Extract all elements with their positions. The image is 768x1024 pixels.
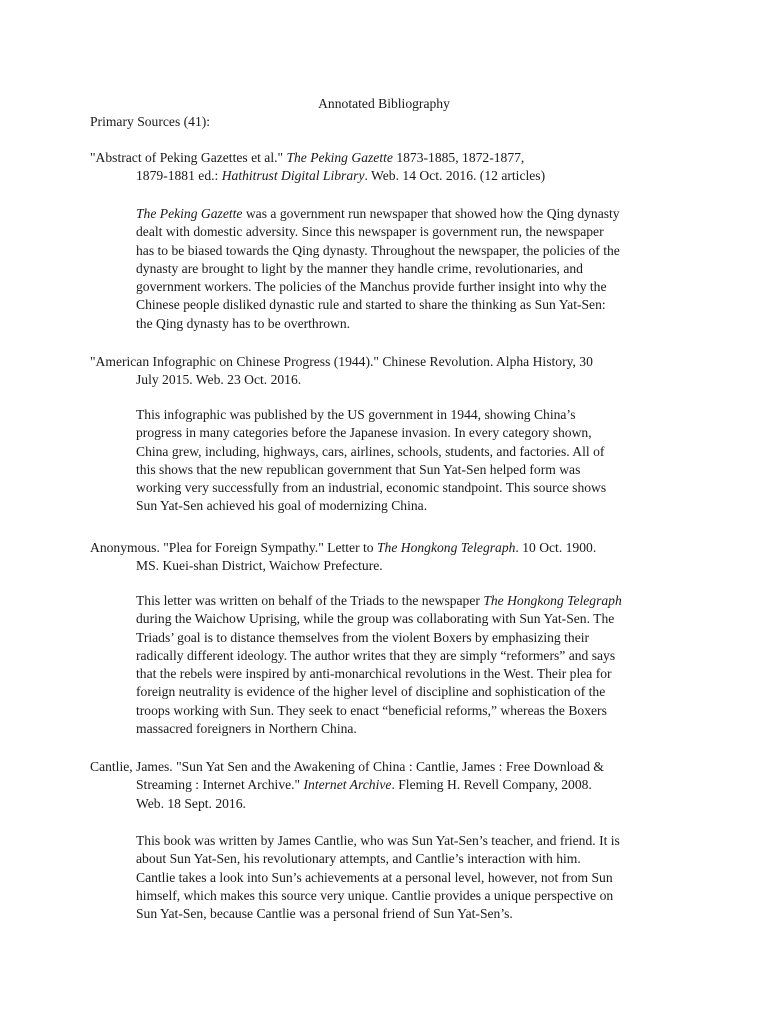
- text-line: [136, 242, 696, 260]
- text-run: massacred foreigners in Northern China.: [136, 721, 357, 737]
- text-run: Anonymous. "Plea for Foreign Sympathy." Letter to: [90, 540, 377, 555]
- citation-plea-foreign-sympathy: [90, 539, 690, 576]
- text-line: [90, 353, 690, 371]
- text-line: [90, 557, 690, 575]
- text-run: dynasty are brought to light by the manner they handle crime, revolutionaries, and: [136, 260, 583, 276]
- text-run: . 10 Oct. 1900.: [515, 540, 597, 555]
- text-line: [136, 479, 696, 497]
- page-title: Annotated Bibliography: [318, 96, 450, 111]
- text-run: working very successfully from an industrial, economic standpoint. This source shows: [136, 480, 607, 496]
- text-line: [136, 869, 696, 887]
- text-run: dealt with domestic adversity. Since this newspaper is government run, the newspaper: [136, 224, 604, 240]
- text-run: that the rebels were inspired by anti-monarchical revolutions in the West. Their plea for: [136, 666, 612, 682]
- text-line: [90, 149, 690, 167]
- annotation-cantlie-sun-yat-sen: [136, 832, 696, 923]
- text-run: This book was written by James Cantlie, who was Sun Yat-Sen’s teacher, and friend. It is: [136, 833, 620, 848]
- text-line: [136, 905, 696, 923]
- italic-title: Internet Archive: [303, 777, 392, 793]
- text-line: [136, 592, 696, 610]
- text-run: has to be biased towards the Qing dynasty. Throughout the newspaper, the policies of the: [136, 242, 620, 258]
- annotation-plea-foreign-sympathy: [136, 592, 696, 738]
- text-line: [136, 850, 696, 868]
- text-line: [136, 683, 696, 701]
- text-run: this shows that the new republican government that Sun Yat-Sen helped form was: [136, 461, 581, 477]
- text-line: [90, 795, 690, 813]
- text-run: Chinese people disliked dynastic rule and started to share the thinking as Sun Yat-Sen:: [136, 297, 606, 313]
- text-line: [90, 776, 690, 794]
- text-run: the Qing dynasty has to be overthrown.: [136, 315, 351, 331]
- citation-american-infographic: [90, 353, 690, 390]
- text-run: This infographic was published by the US government in 1944, showing China’s: [136, 407, 576, 422]
- text-run: himself, which makes this source very unique. Cantlie provides a unique perspective on: [136, 887, 614, 903]
- text-run: Triads’ goal is to distance themselves from the violent Boxers by emphasizing their: [136, 629, 590, 645]
- citation-peking-gazette: [90, 149, 690, 186]
- text-line: [136, 461, 696, 479]
- text-run: This letter was written on behalf of the Triads to the newspaper: [136, 593, 484, 608]
- text-line: [136, 223, 696, 241]
- text-line: [136, 720, 696, 738]
- text-line: [136, 424, 696, 442]
- text-line: [90, 758, 690, 776]
- text-line: [136, 497, 696, 515]
- text-line: [136, 702, 696, 720]
- section-heading: Primary Sources (41):: [90, 114, 211, 129]
- text-run: Sun Yat-Sen achieved his goal of modernizing China.: [136, 498, 428, 514]
- text-line: [136, 315, 696, 333]
- text-run: foreign neutrality is evidence of the higher level of discipline and sophistication of the: [136, 684, 606, 700]
- annotation-peking-gazette: [136, 205, 696, 333]
- text-run: troops working with Sun. They seek to enact “beneficial reforms,” whereas the Boxers: [136, 702, 607, 718]
- text-line: [136, 406, 696, 424]
- text-line: [136, 887, 696, 905]
- text-line: [136, 443, 696, 461]
- text-run: 1879-1881 ed.:: [136, 168, 222, 184]
- text-run: radically different ideology. The author writes that they are simply “reformers” and says: [136, 647, 616, 663]
- text-line: [136, 610, 696, 628]
- text-line: [90, 167, 690, 185]
- text-run: July 2015. Web. 23 Oct. 2016.: [136, 372, 302, 388]
- text-line: [136, 647, 696, 665]
- italic-title: The Hongkong Telegraph: [376, 540, 516, 555]
- text-line: [136, 665, 696, 683]
- text-run: Web. 18 Sept. 2016.: [136, 795, 246, 811]
- text-run: . Web. 14 Oct. 2016. (12 articles): [364, 168, 546, 184]
- text-run: . Fleming H. Revell Company, 2008.: [391, 777, 592, 793]
- text-run: Streaming : Internet Archive.": [136, 777, 304, 793]
- citation-cantlie-sun-yat-sen: [90, 758, 690, 813]
- text-line: [90, 539, 690, 557]
- text-run: Cantlie takes a look into Sun’s achievements at a personal level, however, not from Sun: [136, 869, 613, 885]
- italic-title: The Peking Gazette: [136, 206, 243, 221]
- text-run: Sun Yat-Sen, because Cantlie was a personal friend of Sun Yat-Sen’s.: [136, 906, 513, 922]
- italic-title: The Peking Gazette: [286, 150, 393, 165]
- text-line: [136, 296, 696, 314]
- text-line: [90, 371, 690, 389]
- text-run: during the Waichow Uprising, while the group was collaborating with Sun Yat-Sen. The: [136, 611, 615, 627]
- text-line: [136, 260, 696, 278]
- italic-title: Hathitrust Digital Library: [221, 168, 365, 184]
- text-line: [136, 278, 696, 296]
- text-run: China grew, including, highways, cars, airlines, schools, students, and factories. All of: [136, 443, 605, 459]
- text-line: [136, 629, 696, 647]
- text-run: Cantlie, James. "Sun Yat Sen and the Awakening of China : Cantlie, James : Free Download &: [90, 759, 604, 774]
- text-run: progress in many categories before the Japanese invasion. In every category shown,: [136, 425, 592, 441]
- text-run: MS. Kuei-shan District, Waichow Prefecture.: [136, 558, 383, 574]
- text-run: about Sun Yat-Sen, his revolutionary attempts, and Cantlie’s interaction with him.: [136, 851, 581, 867]
- text-run: "Abstract of Peking Gazettes et al.": [90, 150, 287, 165]
- text-run: was a government run newspaper that showed how the Qing dynasty: [242, 206, 620, 221]
- annotation-american-infographic: [136, 406, 696, 516]
- text-run: "American Infographic on Chinese Progress (1944)." Chinese Revolution. Alpha History, 30: [90, 354, 593, 369]
- text-line: [136, 832, 696, 850]
- text-line: [136, 205, 696, 223]
- text-run: 1873-1885, 1872-1877,: [392, 150, 525, 165]
- italic-title: The Hongkong Telegraph: [483, 593, 622, 608]
- text-run: government workers. The policies of the Manchus provide further insight into why the: [136, 279, 607, 295]
